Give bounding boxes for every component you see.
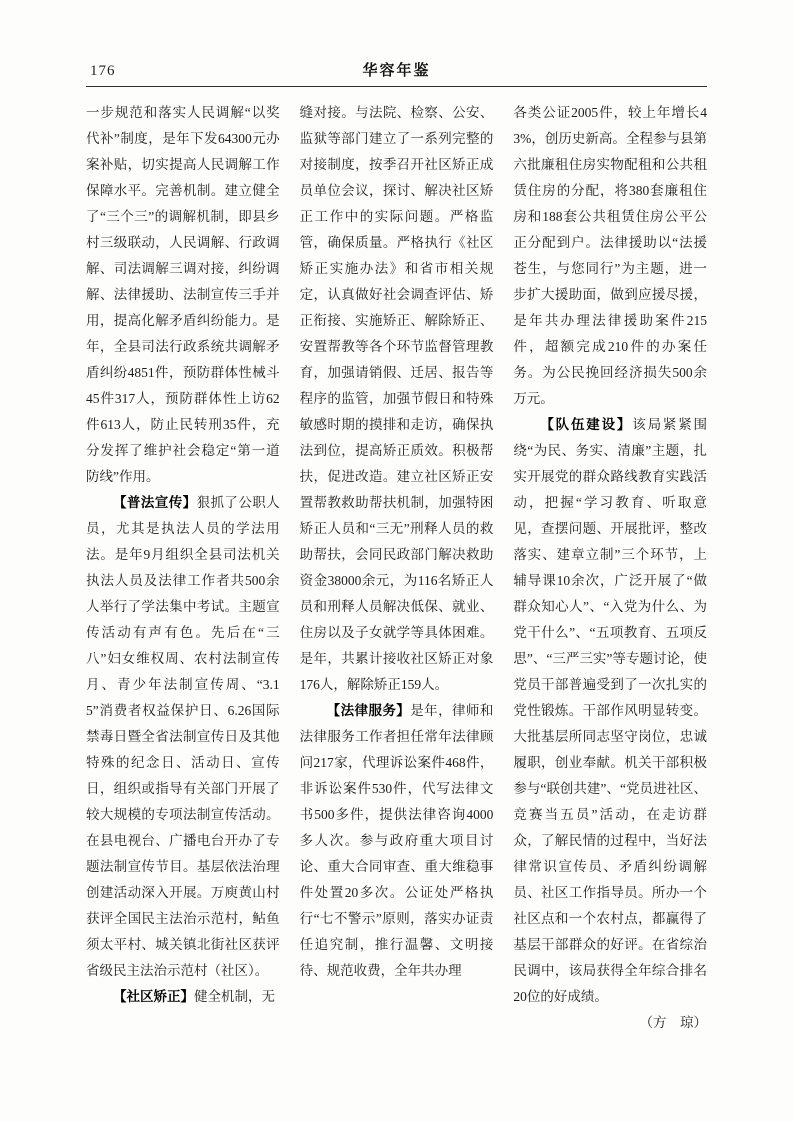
paragraph — [86, 490, 280, 984]
paragraph-text: 该局紧紧围绕“为民、务实、清廉”主题，扎实开展党的群众路线教育实践活动，把握“学习教育、听取意见，查摆问题、开展批评，整改落实、建章立制”三个环节，上辅导课10余次，广泛开展了“做群众知心人”、“入党为什么、为党干什么”、“五项教育、五项反思”、“三严三实”等专题讨论，使党员干部普遍受到了一次扎实的党性锻炼。干部作风明显转变。大批基层所同志坚守岗位，忠诚履职，创业奉献。机关干部积极参与“联创共建”、“党员进社区、竞赛当五员”活动，在走访群众，了解民情的过程中，当好法律常识宣传员、矛盾纠纷调解员、社区工作指导员。所办一个社区点和一个农村点，都赢得了基层干部群众的好评。在省综治民调中，该局获得全年综合排名20位的好成绩。 — [513, 417, 707, 1004]
paragraph — [86, 984, 280, 1010]
entry-heading: 【社区矫正】 — [113, 989, 194, 1004]
article-body — [86, 100, 707, 1038]
paragraph-text: 一步规范和落实人民调解“以奖代补”制度，是年下发64300元办案补贴，切实提高人民调解工作保障水平。完善机制。建立健全了“三个三”的调解机制，即县乡村三级联动，人民调解、行政调解、司法调解三调对接，纠纷调解、法律援助、法制宣传三手并用，提高化解矛盾纠纷能力。是年，全县司法行政系统共调解矛盾纠纷4851件，预防群体性械斗45件317人，预防群体性上访62件613人，防止民转刑35件，充分发挥了维护社会稳定“第一道防线”作用。 — [86, 105, 280, 484]
author-signature — [513, 1010, 707, 1036]
text-column-2 — [300, 100, 494, 1038]
page-number: 176 — [90, 63, 116, 79]
header-rule — [86, 86, 707, 87]
paragraph — [513, 412, 707, 1010]
paragraph — [300, 100, 494, 698]
paragraph — [513, 100, 707, 412]
text-column-1 — [86, 100, 280, 1038]
paragraph-text: 狠抓了公职人员，尤其是执法人员的学法用法。是年9月组织全县司法机关执法人员及法律工作者共500余人举行了学法集中考试。主题宣传活动有声有色。先后在“三八”妇女维权周、农村法制宣传月、青少年法制宣传周、“3.15”消费者权益保护日、6.26国际禁毒日暨全省法制宣传日及其他特殊的纪念日、活动日、宣传日，组织或指导有关部门开展了较大规模的专项法制宣传活动。在县电视台、广播电台开办了专题法制宣传节目。基层依法治理创建活动深入开展。万庾黄山村获评全国民主法治示范村，鲇鱼须太平村、城关镇北街社区获评省级民主法治示范村（社区）。 — [86, 495, 280, 978]
paragraph-text: 是年，律师和法律服务工作者担任常年法律顾问217家，代理诉讼案件468件，非诉讼案件530件，代写法律文书500多件，提供法律咨询4000多人次。参与政府重大项目讨论、重大合同审查、重大维稳事件处置20多次。公证处严格执行“七不警示”原则，落实办证责任追究制，推行温馨、文明接待、规范收费，全年共办理 — [299, 703, 494, 978]
paragraph-text: 健全机制，无 — [194, 989, 275, 1004]
paragraph — [300, 698, 494, 984]
paragraph-text: （方 琼） — [639, 1015, 707, 1030]
paragraph-text: 各类公证2005件，较上年增长43%，创历史新高。全程参与县第六批廉租住房实物配租和公共租赁住房的分配，将380套廉租住房和188套公共租赁住房公平公正分配到户。法律援助以“法援苍生，与您同行”为主题，进一步扩大援助面，做到应援尽援，是年共办理法律援助案件215件，超额完成210件的办案任务。为公民挽回经济损失500余万元。 — [513, 105, 707, 406]
paragraph — [86, 100, 280, 490]
page-header — [86, 0, 707, 86]
entry-heading: 【队伍建设】 — [540, 417, 633, 432]
book-title: 华容年鉴 — [362, 62, 431, 79]
entry-heading: 【法律服务】 — [326, 703, 411, 718]
paragraph-text: 缝对接。与法院、检察、公安、监狱等部门建立了一系列完整的对接制度，按季召开社区矫正成员单位会议，探讨、解决社区矫正工作中的实际问题。严格监管，确保质量。严格执行《社区矫正实施办法》和省市相关规定，认真做好社会调查评估、矫正衔接、实施矫正、解除矫正、安置帮教等各个环节监督管理教育，加强请销假、迁居、报告等程序的监管，加强节假日和特殊敏感时期的摸排和走访，确保执法到位，提高矫正质效。积极帮扶，促进改造。建立社区矫正安置帮教救助帮扶机制，加强特困矫正人员和“三无”刑释人员的救助帮扶，会同民政部门解决救助资金38000余元，为116名矫正人员和刑释人员解决低保、就业、住房以及子女就学等具体困难。是年，共累计接收社区矫正对象176人，解除矫正159人。 — [299, 105, 494, 692]
entry-heading: 【普法宣传】 — [113, 495, 197, 510]
text-column-3 — [513, 100, 707, 1038]
